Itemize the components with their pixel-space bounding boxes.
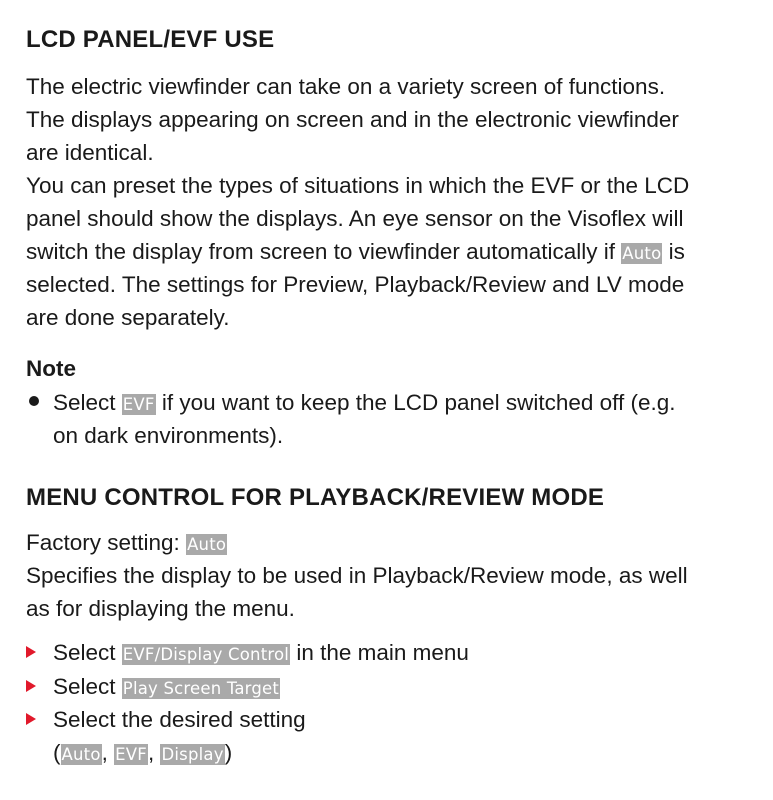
text: Factory setting: <box>26 530 187 555</box>
body-line: Specifies the display to be used in Playback/Review mode, as well <box>26 563 688 588</box>
options-list <box>26 736 232 771</box>
note-label: Note <box>26 356 76 381</box>
body-line: The displays appearing on screen and in the electronic viewfinder <box>26 107 679 132</box>
text: Select the desired setting <box>53 707 306 732</box>
text: switch the display from screen to viewfinder automatically if <box>26 239 622 264</box>
menu-option-auto: Auto <box>61 745 101 764</box>
step-arrow-icon <box>26 646 36 658</box>
menu-option-evf: EVF <box>115 745 147 764</box>
menu-item-evf-display-control: EVF/Display Control <box>122 645 290 664</box>
factory-setting <box>26 526 227 561</box>
section-title-menu-control: MENU CONTROL FOR PLAYBACK/REVIEW MODE <box>26 484 605 511</box>
step-arrow-icon <box>26 680 36 692</box>
body-line: You can preset the types of situations in which the EVF or the LCD <box>26 173 690 198</box>
text: ( <box>53 740 61 765</box>
body-line <box>26 235 746 270</box>
text: , <box>101 740 115 765</box>
text: is <box>662 239 685 264</box>
bullet-dot-icon <box>29 396 39 406</box>
body-line: are done separately. <box>26 305 230 330</box>
text: Select <box>53 390 122 415</box>
body-line: panel should show the displays. An eye sensor on the Visoflex will <box>26 206 684 231</box>
menu-option-display: Display <box>161 745 224 764</box>
body-line: The electric viewfinder can take on a variety screen of functions. <box>26 74 666 99</box>
section-title-lcd-evf: LCD PANEL/EVF USE <box>26 26 275 53</box>
menu-item-play-screen-target: Play Screen Target <box>122 679 280 698</box>
text: ) <box>224 740 233 765</box>
text: in the main menu <box>290 640 469 665</box>
body-line: as for displaying the menu. <box>26 596 295 621</box>
step-item <box>26 636 469 671</box>
step-item <box>26 670 280 705</box>
step-arrow-icon <box>26 713 36 725</box>
note-bullet-continuation: on dark environments). <box>53 423 284 448</box>
body-line: selected. The settings for Preview, Playback/Review and LV mode <box>26 272 685 297</box>
menu-option-auto: Auto <box>187 535 227 554</box>
step-item <box>26 703 306 736</box>
body-line: are identical. <box>26 140 154 165</box>
text: if you want to keep the LCD panel switched off (e.g. <box>155 390 676 415</box>
text: , <box>147 740 161 765</box>
menu-option-auto: Auto <box>622 244 662 263</box>
text: Select <box>53 674 122 699</box>
note-bullet <box>26 386 676 421</box>
menu-option-evf: EVF <box>122 395 155 414</box>
text: Select <box>53 640 122 665</box>
